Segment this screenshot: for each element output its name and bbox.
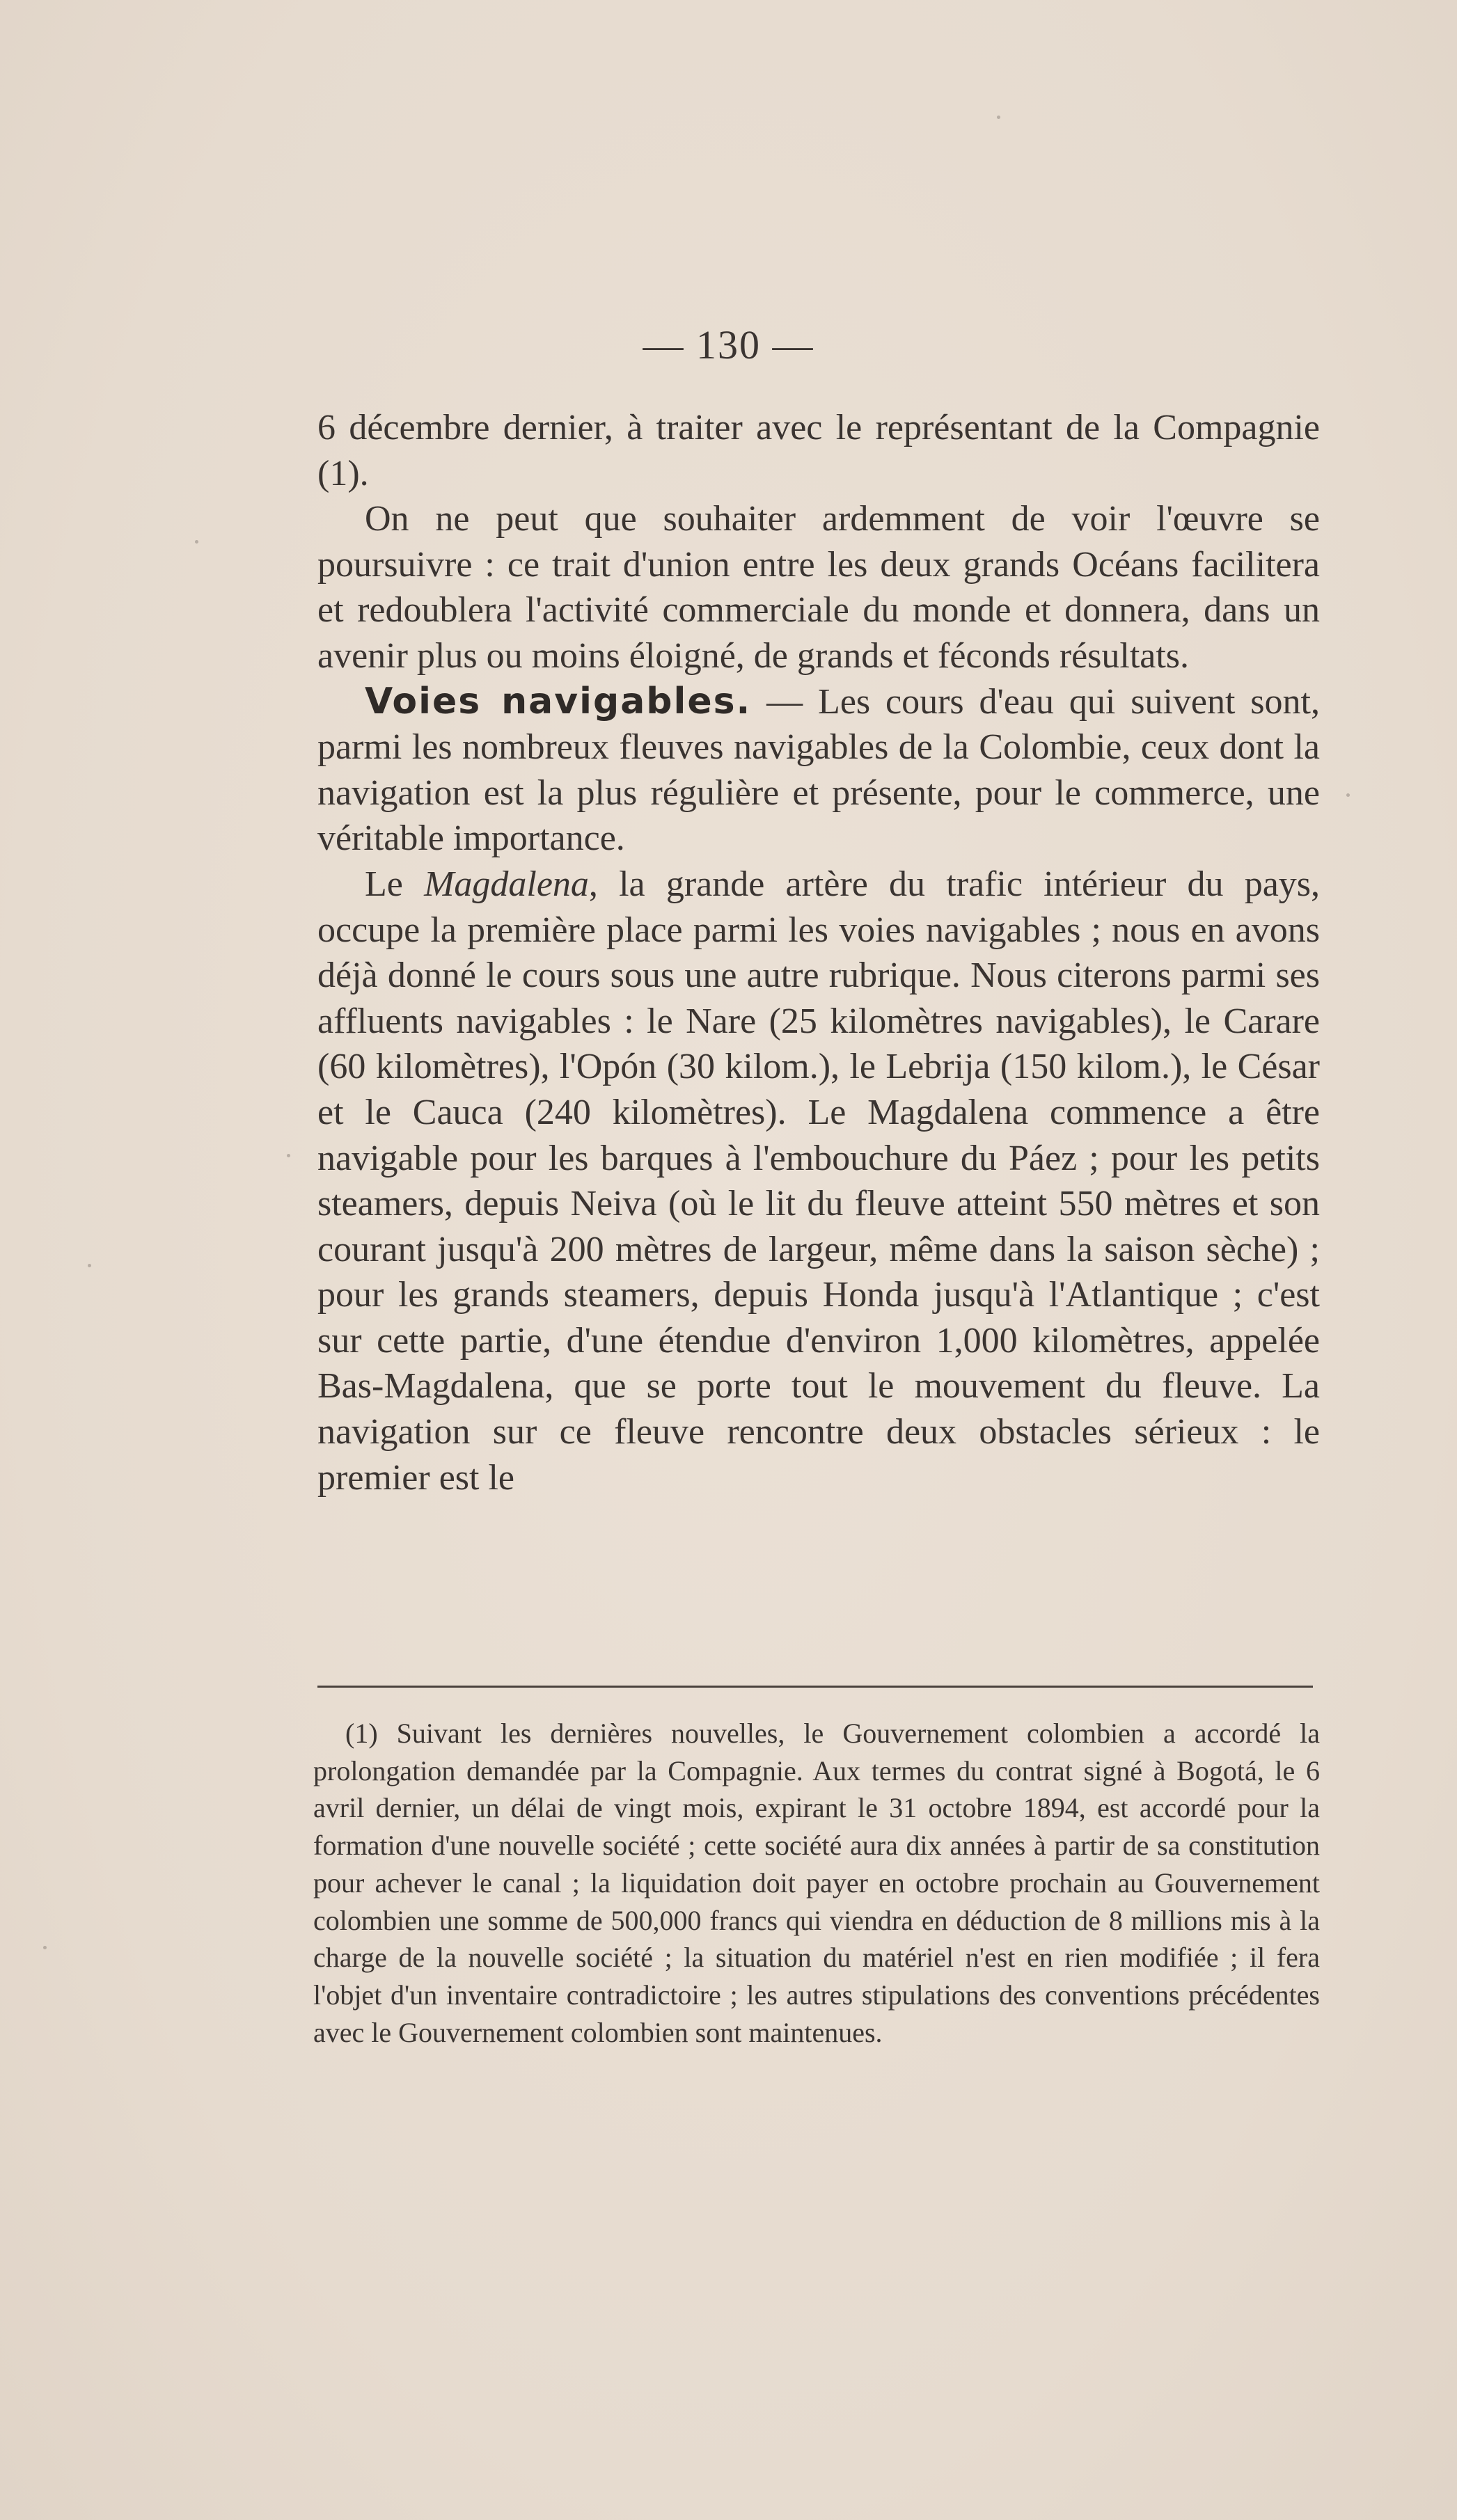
paragraph-magdalena-lead: Le — [365, 864, 425, 904]
section-heading-voies-navigables: Voies navigables. — [365, 680, 752, 722]
main-text-body — [317, 405, 1320, 1500]
paragraph-continuation: 6 décembre dernier, à traiter avec le représentant de la Compagnie (1). — [317, 408, 1320, 493]
paragraph-canal-hope: On ne peut que souhaiter ardemment de voir l'œuvre se poursuivre : ce trait d'union entre les deux grands Océans facilitera et redoublera l'activité commerciale du monde et donnera, dans un avenir plus ou moins éloigné, de grands et féconds résultats. — [317, 499, 1320, 676]
paper-speck — [195, 540, 198, 544]
footnote-marker: (1) — [345, 1718, 378, 1749]
footnote — [313, 1715, 1320, 2051]
paper-speck — [1346, 793, 1350, 797]
footnote-separator-rule — [317, 1686, 1313, 1688]
paper-speck — [287, 1154, 290, 1157]
term-magdalena: Magdalena — [424, 864, 589, 904]
paper-speck — [997, 116, 1000, 119]
paragraph-magdalena-text: , la grande artère du trafic intérieur du pays, occupe la première place parmi les voies navigables ; nous en avons déjà donné le cours sous une autre rubrique. Nous citerons parmi ses affluents navigables : le Nare (25 kilomètres navigables), le Carare (60 kilomètres), l'Opón (30 kilom.), le Lebrija (150 kilom.), le César et le Cauca (240 kilomètres). Le Magdalena commence a être navigable pour les barques à l'embouchure du Páez ; pour les petits steamers, depuis Neiva (où le lit du fleuve atteint 550 mètres et son courant jusqu'à 200 mètres de largeur, même dans la saison sèche) ; pour les grands steamers, depuis Honda jusqu'à l'Atlantique ; c'est sur cette partie, d'une étendue d'environ 1,000 kilomètres, appelée Bas-Magdalena, que se porte tout le mouvement du fleuve. La navigation sur ce fleuve rencontre deux obstacles sérieux : le premier est le — [317, 864, 1321, 1498]
paragraph-magdalena — [317, 862, 1320, 1500]
paper-speck — [43, 1946, 47, 1949]
footnote-text: Suivant les dernières nouvelles, le Gouvernement colombien a accordé la prolongation demandée par la Compagnie. Aux termes du contrat signé à Bogotá, le 6 avril dernier, un délai de vingt mois, expirant le 31 octobre 1894, est accordé pour la formation d'une nouvelle société ; cette société aura dix années à partir de sa constitution pour achever le canal ; la liquidation doit payer en octobre prochain au Gouvernement colombien une somme de 500,000 francs qui viendra en déduction de 8 millions mis à la charge de la nouvelle société ; la situation du matériel n'est en rien modifiée ; il fera l'objet d'un inventaire contradictoire ; les autres stipulations des conventions précédentes avec le Gouvernement colombien sont maintenues. — [313, 1718, 1320, 2048]
paragraph-voies-navigables — [317, 679, 1320, 862]
page-number: — 130 — — [643, 322, 814, 367]
paper-speck — [88, 1264, 91, 1267]
paragraph-voies-navigables-text: — Les cours d'eau qui suivent sont, parmi les nombreux fleuves navigables de la Colombie, ceux dont la navigation est la plus régulière et présente, pour le commerce, une véritable importance. — [317, 681, 1320, 859]
